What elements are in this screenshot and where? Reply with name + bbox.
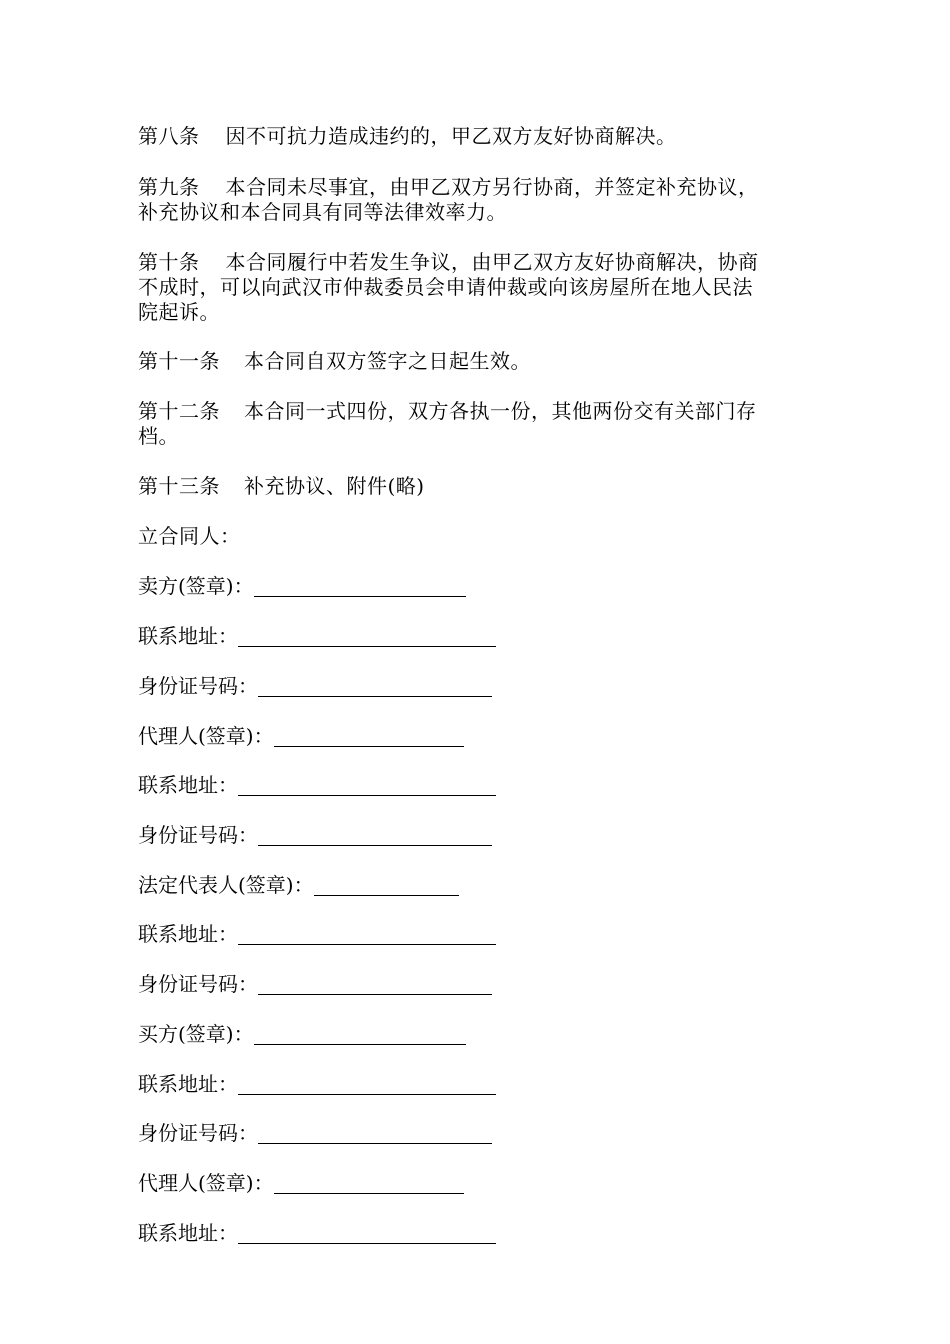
blank-line xyxy=(274,1171,464,1194)
legal-representative-id-field xyxy=(138,972,492,1000)
blank-line xyxy=(258,1121,492,1144)
clause-line xyxy=(138,175,818,200)
field-label: 代理人(签章)： xyxy=(138,724,274,748)
blank-line xyxy=(274,724,464,747)
field-label: 联系地址： xyxy=(138,1072,238,1096)
seller-agent-address-field xyxy=(138,773,496,801)
field-label: 买方(签章)： xyxy=(138,1022,254,1046)
field-label: 联系地址： xyxy=(138,922,238,946)
field-label: 卖方(签章)： xyxy=(138,574,254,598)
clause-line xyxy=(138,399,818,424)
clause-number: 第十二条 xyxy=(138,399,220,423)
buyer-id-field xyxy=(138,1121,492,1149)
blank-line xyxy=(254,574,466,597)
buyer-signature-field xyxy=(138,1022,466,1050)
blank-line xyxy=(238,773,496,796)
seller-signature-field xyxy=(138,574,466,602)
clause-line: 补充协议和本合同具有同等法律效率力。 xyxy=(138,200,507,224)
clause-number: 第十一条 xyxy=(138,349,220,373)
clause-line: 档。 xyxy=(138,424,179,448)
clause-line: 不成时，可以向武汉市仲裁委员会申请仲裁或向该房屋所在地人民法 xyxy=(138,275,753,299)
field-label: 身份证号码： xyxy=(138,674,258,698)
legal-representative-address-field xyxy=(138,922,496,950)
blank-line xyxy=(314,873,459,896)
blank-line xyxy=(258,823,492,846)
clause-line xyxy=(138,250,818,275)
field-label: 身份证号码： xyxy=(138,972,258,996)
legal-representative-signature-field xyxy=(138,873,459,901)
clause-9 xyxy=(138,175,818,225)
clause-number: 第八条 xyxy=(138,124,200,148)
blank-line xyxy=(238,1072,496,1095)
blank-line xyxy=(238,922,496,945)
parties-heading-text: 立合同人： xyxy=(138,524,241,548)
clause-11 xyxy=(138,349,818,374)
clause-10 xyxy=(138,250,818,325)
blank-line xyxy=(238,1221,496,1244)
buyer-agent-address-field xyxy=(138,1221,496,1249)
field-label: 身份证号码： xyxy=(138,1121,258,1145)
buyer-agent-signature-field xyxy=(138,1171,464,1199)
clause-text: 本合同未尽事宜，由甲乙双方另行协商，并签定补充协议， xyxy=(225,175,759,199)
blank-line xyxy=(258,972,492,995)
clause-text: 本合同履行中若发生争议，由甲乙双方友好协商解决，协商 xyxy=(225,250,759,274)
clause-line: 院起诉。 xyxy=(138,300,220,324)
clause-8 xyxy=(138,124,818,149)
parties-heading xyxy=(138,524,818,549)
field-label: 代理人(签章)： xyxy=(138,1171,274,1195)
clause-text: 因不可抗力造成违约的，甲乙双方友好协商解决。 xyxy=(225,124,677,148)
clause-number: 第九条 xyxy=(138,175,200,199)
clause-number: 第十条 xyxy=(138,250,200,274)
field-label: 联系地址： xyxy=(138,773,238,797)
field-label: 身份证号码： xyxy=(138,823,258,847)
clause-line xyxy=(138,474,818,499)
clause-text: 本合同一式四份，双方各执一份，其他两份交有关部门存 xyxy=(244,399,757,423)
seller-agent-id-field xyxy=(138,823,492,851)
clause-text: 补充协议、附件(略) xyxy=(244,474,425,498)
seller-id-field xyxy=(138,674,492,702)
field-label: 法定代表人(签章)： xyxy=(138,873,314,897)
clause-text: 本合同自双方签字之日起生效。 xyxy=(244,349,531,373)
blank-line xyxy=(254,1022,466,1045)
clause-number: 第十三条 xyxy=(138,474,220,498)
seller-agent-signature-field xyxy=(138,724,464,752)
clause-12 xyxy=(138,399,818,449)
field-label: 联系地址： xyxy=(138,624,238,648)
field-label: 联系地址： xyxy=(138,1221,238,1245)
clause-13 xyxy=(138,474,818,499)
blank-line xyxy=(238,624,496,647)
seller-address-field xyxy=(138,624,496,652)
blank-line xyxy=(258,674,492,697)
buyer-address-field xyxy=(138,1072,496,1100)
clause-line xyxy=(138,124,818,149)
clause-line xyxy=(138,349,818,374)
